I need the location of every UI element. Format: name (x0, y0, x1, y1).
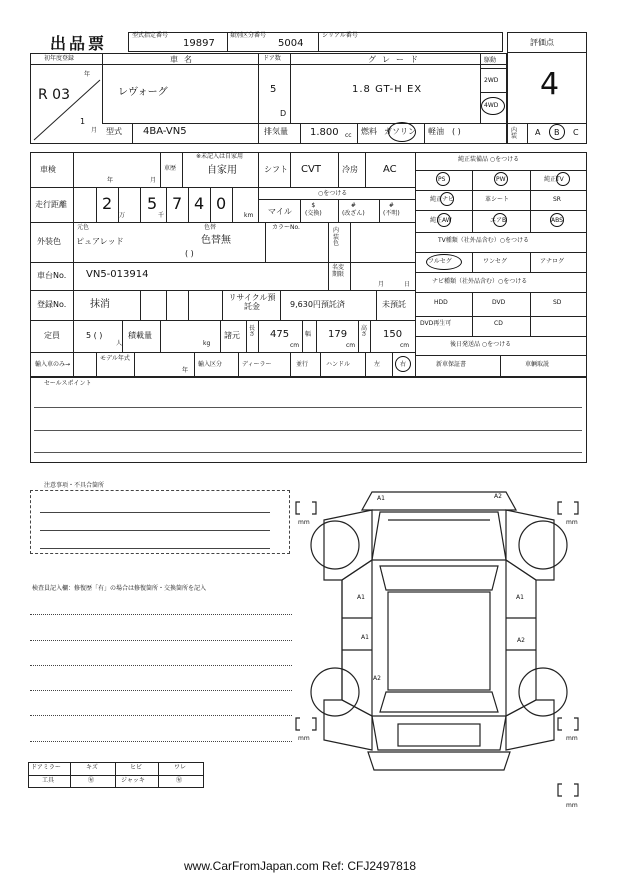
import-class-label: 輸入区分 (198, 361, 223, 368)
navi-cd: CD (494, 320, 503, 327)
doors-value: 5 (270, 84, 277, 95)
unknown-label: # (不明) (383, 202, 400, 217)
navi-sd: SD (553, 299, 562, 306)
mm-rear-left: mm (298, 735, 310, 742)
model-no-label: 型式指定番号 (132, 32, 169, 39)
legend-tools: 工具 (42, 777, 55, 784)
class-no-label: 類別区分番号 (230, 32, 267, 39)
legend-crack: ヒビ (130, 764, 143, 771)
legend-scratch: キズ (86, 764, 98, 771)
load-unit: kg (203, 340, 211, 347)
orig-color-value: ピュアレッド (76, 237, 124, 246)
grade-label: グレード (368, 55, 424, 64)
dealer-label: ディーラー (242, 361, 272, 368)
equip-navi: 純正ナビ (430, 196, 455, 203)
length-value: 475 (270, 329, 290, 340)
dims-label: 諸元 (224, 331, 240, 340)
footer-ref: www.CarFromJapan.com Ref: CFJ2497818 (184, 859, 417, 873)
mark-front-bumper-right: A2 (494, 493, 502, 500)
car-name-value: レヴォーグ (118, 87, 168, 98)
tv-header: TV種類（社外品含む）○をつける (438, 237, 530, 244)
exchange-label: $ (交換) (305, 202, 322, 217)
mileage-sen-unit: 千 (158, 212, 165, 219)
usage-note: ※未記入は自家用 (196, 153, 244, 160)
car-name-label: 車名 (170, 55, 198, 64)
mark-right-door-front: A1 (516, 594, 524, 601)
shaken-month-unit: 月 (150, 177, 157, 184)
later-manual: 車輌取説 (525, 361, 550, 368)
recycle-label: リサイクル預託金 (228, 293, 276, 311)
first-reg-month: 1 (80, 117, 86, 126)
width-label: 幅 (305, 331, 312, 338)
score-value: 4 (540, 67, 560, 102)
width-unit: cm (346, 342, 356, 349)
mileage-man-unit: 万 (119, 212, 126, 219)
tv-analog: アナログ (540, 258, 565, 265)
equip-pw: PW (496, 176, 506, 183)
interior-c: C (573, 128, 579, 137)
usage-value: 自家用 (207, 165, 237, 176)
drive-4wd: 4WD (484, 102, 499, 109)
first-reg-year-unit: 年 (84, 71, 91, 78)
mm-front-left: mm (298, 519, 310, 526)
handle-label: ハンドル (326, 361, 351, 368)
model-no-value: 19897 (183, 38, 215, 49)
recycle-status: 未預託 (382, 300, 406, 309)
legend-break: ワレ (174, 764, 187, 771)
mark-left-rear-fender: A2 (373, 675, 381, 682)
equip-ps: PS (438, 176, 446, 183)
class-no-value: 5004 (278, 38, 304, 49)
inspector-label: 検査員記入欄：修復歴「有」の場合は修復箇所・交換箇所を記入 (32, 585, 207, 592)
drive-2wd: 2WD (484, 77, 499, 84)
name-change-label: 名変期限 (332, 264, 345, 278)
fuel-gasoline: ガソリン (384, 127, 416, 136)
usage-label: 車歴 (164, 165, 177, 172)
chassis-label: 車台No. (37, 271, 67, 280)
mm-front-right: mm (566, 519, 578, 526)
interior-a: A (535, 128, 541, 137)
mark-right-door-rear: A2 (517, 637, 525, 644)
doors-label: ドア数 (263, 55, 281, 62)
first-reg-month-unit: 月 (91, 127, 98, 134)
displacement-unit: cc (345, 132, 352, 139)
mileage-digit-2: 5 (147, 194, 158, 213)
door-type: D (280, 109, 287, 118)
mark-left-door-front: A1 (357, 594, 365, 601)
length-unit: cm (290, 342, 300, 349)
model-code-value: 4BA-VN5 (143, 126, 187, 137)
color-label: 外装色 (37, 237, 61, 246)
capacity-value: 5 ( ) (86, 331, 103, 340)
later-header: 後日発送品 ○をつける (450, 341, 512, 348)
sales-point-label: セールスポイント (44, 380, 92, 387)
interior-color-label: 内装色 (333, 227, 340, 248)
fuel-diesel: 軽油 (428, 127, 444, 136)
equip-tv: 純正TV (544, 176, 564, 183)
shift-label: シフト (264, 165, 288, 174)
color-change-value: 色替無 (201, 235, 231, 246)
mile-label: マイル (268, 207, 292, 216)
nc-month: 月 (378, 281, 385, 288)
equip-aw: 純正AW (430, 217, 452, 224)
legend-tools-value: ㊒ (88, 777, 95, 784)
equip-abs: ABS (551, 217, 563, 224)
tamper-label: # (改ざん) (342, 202, 365, 217)
ac-label: 冷房 (342, 165, 358, 174)
displacement-label: 排気量 (264, 127, 288, 136)
first-reg-year: R 03 (38, 87, 70, 103)
height-value: 150 (383, 329, 403, 340)
mileage-digit-1: 2 (102, 194, 113, 213)
model-year-unit: 年 (182, 367, 189, 374)
fuel-label: 燃料 (361, 127, 377, 136)
page-title: 出品票 (50, 34, 108, 53)
reg-value: 抹消 (90, 299, 110, 310)
serial-label: シリアル番号 (322, 32, 358, 39)
mileage-km-unit: km (244, 212, 254, 219)
navi-dvd-play: DVD再生可 (420, 320, 452, 327)
left-label: 左 (374, 361, 381, 368)
import-label: 輸入車のみ→ (35, 361, 71, 368)
later-warranty: 新車保証書 (436, 361, 467, 368)
mileage-opts-note: ○をつける (318, 190, 348, 197)
score-label: 評価点 (530, 38, 554, 47)
reg-label: 登録No. (37, 300, 67, 309)
interior-label: 内装 (511, 127, 518, 140)
model-year-label: モデル年式 (100, 355, 130, 362)
height-unit: cm (400, 342, 410, 349)
mileage-digit-5: 0 (216, 194, 227, 213)
legend-mirror: ドアミラー (31, 764, 61, 771)
mm-rear-right: mm (566, 735, 578, 742)
mm-spare: mm (566, 802, 578, 809)
grade-value: 1.8 GT-H EX (352, 84, 423, 95)
length-label: 長さ (249, 325, 256, 338)
oem-header: 純正装備品 ○をつける (458, 156, 520, 163)
equip-leather: 革シート (485, 196, 510, 203)
mark-left-door-rear: A1 (361, 634, 369, 641)
drive-label: 駆動 (484, 57, 497, 64)
width-value: 179 (328, 329, 348, 340)
recycle-value: 9,630円預託済 (290, 300, 345, 309)
navi-hdd: HDD (434, 299, 448, 306)
mark-front-bumper: A1 (377, 495, 385, 502)
equip-sr: SR (553, 196, 561, 203)
color-paren: ( ) (185, 249, 194, 258)
shaken-label: 車検 (40, 165, 56, 174)
model-code-label: 型式 (106, 127, 122, 136)
notes-label: 注意事項・不具合箇所 (44, 482, 105, 489)
first-reg-label: 初年度登録 (44, 55, 75, 62)
nc-day: 日 (404, 281, 411, 288)
navi-header: ナビ種類（社外品含む）○をつける (432, 278, 528, 285)
load-label: 積載量 (128, 331, 152, 340)
shaken-year-unit: 年 (107, 177, 114, 184)
color-no-label: カラーNo. (272, 224, 300, 231)
tv-oneseg: ワンセグ (483, 258, 508, 265)
mileage-label: 走行距離 (35, 200, 67, 209)
shift-value: CVT (301, 164, 321, 175)
ac-value: AC (383, 164, 397, 175)
legend-jack: ジャッキ (121, 777, 145, 784)
navi-dvd: DVD (492, 299, 506, 306)
mileage-digit-4: 4 (194, 194, 205, 213)
displacement-value: 1.800 (310, 127, 339, 138)
interior-b: B (554, 128, 560, 137)
right-label: 右 (400, 361, 407, 368)
orig-color-label: 元色 (77, 224, 90, 231)
mileage-digit-3: 7 (172, 194, 183, 213)
equip-airbag: エアB (490, 217, 507, 224)
capacity-unit: 人 (116, 340, 123, 347)
height-label: 高さ (361, 325, 368, 338)
color-code-label: 色替 (204, 224, 217, 231)
parallel-label: 並行 (296, 361, 309, 368)
legend-jack-value: ㊒ (176, 777, 183, 784)
fuel-paren: ( ) (452, 127, 461, 136)
capacity-label: 定員 (44, 331, 60, 340)
tv-fullseg: フルセグ (428, 258, 452, 265)
chassis-value: VN5-013914 (86, 269, 149, 280)
